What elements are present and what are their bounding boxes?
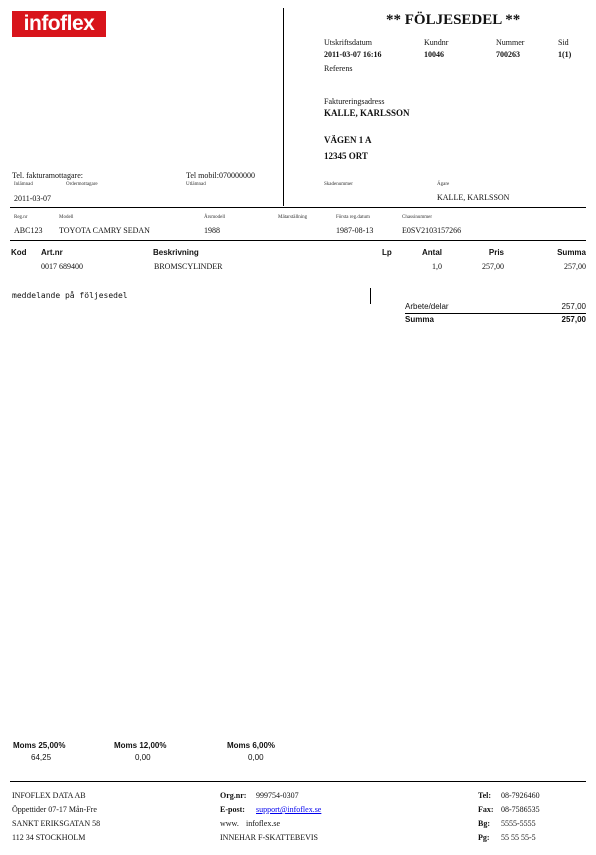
tel-mobil: Tel mobil:070000000 [186, 171, 255, 180]
inlamnad-value: 2011-03-07 [14, 194, 52, 203]
item-artnr: 0017 689400 [41, 262, 83, 271]
header-divider [283, 8, 284, 206]
col-pris: Pris [488, 248, 504, 257]
ordermottagare-label: Ordermottagare [66, 182, 98, 187]
vat-12-value: 0,00 [135, 753, 151, 762]
regnr-value: ABC123 [14, 226, 43, 235]
skadenummer-label: Skadenummer [324, 182, 353, 187]
pg-label: Pg: [478, 833, 490, 842]
col-kod: Kod [11, 248, 27, 257]
vat-25-value: 64,25 [31, 753, 52, 762]
col-lp: Lp [382, 248, 392, 257]
sid-value: 1(1) [558, 50, 572, 59]
modell-value: TOYOTA CAMRY SEDAN [59, 226, 150, 235]
bg-label: Bg: [478, 819, 490, 828]
col-antal: Antal [422, 248, 442, 257]
item-pris: 257,00 [482, 262, 504, 271]
footer-rule [10, 781, 586, 782]
chassinummer-value: E0SV2103157266 [402, 226, 462, 235]
footer-city: 112 34 STOCKHOLM [12, 833, 86, 842]
col-artnr: Art.nr [41, 248, 63, 257]
utskriftsdatum-label: Utskriftsdatum [324, 38, 372, 47]
vat-6-value: 0,00 [248, 753, 264, 762]
forsta-regdatum-label: Första reg.datum [336, 215, 370, 220]
tel-value: 08-7926460 [501, 791, 540, 800]
message-divider [370, 288, 371, 304]
pg-value: 55 55 55-5 [501, 833, 536, 842]
sid-label: Sid [558, 38, 569, 47]
tel-fakturamottagare: Tel. fakturamottagare: [12, 171, 83, 180]
billing-street: VÄGEN 1 A [324, 135, 372, 145]
regnr-label: Reg.nr [14, 215, 28, 220]
utskriftsdatum-value: 2011-03-07 16:16 [324, 50, 382, 59]
chassinummer-label: Chassinummer [402, 215, 432, 220]
summa-label: Summa [405, 315, 434, 324]
inlamnad-label: Inlämnad [14, 182, 33, 187]
summa-value: 257,00 [561, 315, 586, 324]
fax-label: Fax: [478, 805, 494, 814]
utlamnad-label: Utlämnad [186, 182, 206, 187]
epost-label: E-post: [220, 805, 245, 814]
fskatt-text: INNEHAR F-SKATTEBEVIS [220, 833, 318, 842]
vat-6-label: Moms 6,00% [227, 741, 276, 750]
kundnr-label: Kundnr [424, 38, 449, 47]
nummer-value: 700263 [496, 50, 520, 59]
orgnr-value: 999754-0307 [256, 791, 299, 800]
item-antal: 1,0 [432, 262, 442, 271]
vat-12-label: Moms 12,00% [114, 741, 167, 750]
company-logo: infoflex [12, 11, 106, 37]
header-rule [10, 207, 586, 208]
vehicle-rule [10, 240, 586, 241]
orgnr-label: Org.nr: [220, 791, 247, 800]
referens-label: Referens [324, 64, 353, 73]
footer-hours: Öppettider 07-17 Mån-Fre [12, 805, 97, 814]
footer-street: SANKT ERIKSGATAN 58 [12, 819, 101, 828]
kundnr-value: 10046 [424, 50, 444, 59]
document-title: ** FÖLJESEDEL ** [386, 12, 521, 28]
tel-label: Tel: [478, 791, 492, 800]
vat-25-label: Moms 25,00% [13, 741, 66, 750]
forsta-regdatum-value: 1987-08-13 [336, 226, 374, 235]
billing-address-label: Faktureringsadress [324, 97, 385, 106]
totals-rule [405, 313, 586, 314]
arsmodell-value: 1988 [204, 226, 220, 235]
billing-name: KALLE, KARLSSON [324, 108, 410, 118]
arsmodell-label: Årsmodell [204, 215, 226, 220]
col-beskrivning: Beskrivning [153, 248, 199, 257]
arbete-value: 257,00 [561, 302, 586, 311]
fax-value: 08-7586535 [501, 805, 540, 814]
footer-company: INFOFLEX DATA AB [12, 791, 86, 800]
bg-value: 5555-5555 [501, 819, 536, 828]
agare-value: KALLE, KARLSSON [437, 193, 510, 202]
arbete-label: Arbete/delar [405, 302, 449, 311]
delivery-message: meddelande på följesedel [12, 291, 128, 300]
matarstallning-label: Mätarställning [278, 215, 308, 220]
epost-link[interactable]: support@infoflex.se [256, 805, 322, 814]
item-summa: 257,00 [564, 262, 586, 271]
www-label: www. [220, 819, 239, 828]
col-summa: Summa [557, 248, 586, 257]
agare-label: Ägare [437, 182, 450, 187]
nummer-label: Nummer [496, 38, 525, 47]
modell-label: Modell [59, 215, 74, 220]
www-value: infoflex.se [246, 819, 280, 828]
item-beskrivning: BROMSCYLINDER [154, 262, 223, 271]
billing-zip-city: 12345 ORT [324, 151, 368, 161]
